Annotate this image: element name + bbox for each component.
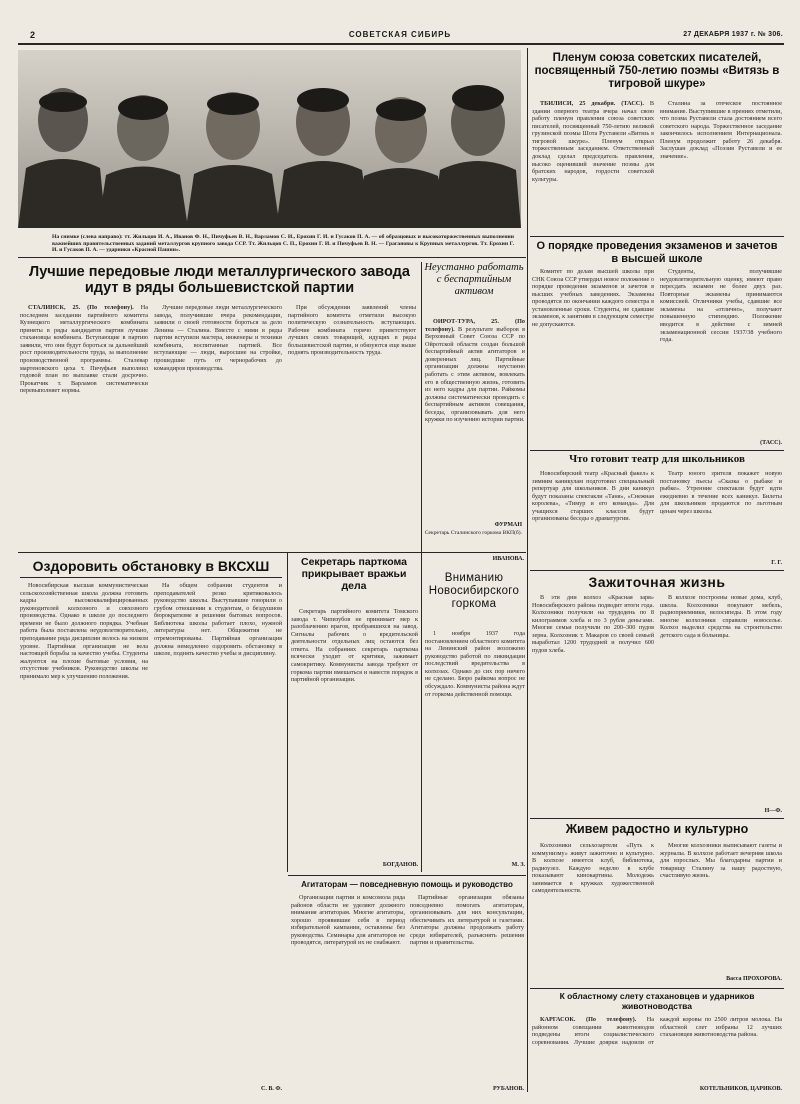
zazhitochnaya-text-left: В эти дни колхоз «Красная заря» Новосибирского района подводит итоги года. Колхозники получили на трудодень по 8 килограммов хлеба и по 3 рубля деньгами. Многие семьи получили по 200–300 пудов зерна. Колхозник т. Макаров со своей семьей выработал 1200 трудодней и получил 600 пудов хлеба. bbox=[532, 594, 654, 654]
agit-signature: РУБАНОВ. bbox=[493, 1086, 524, 1092]
vnimaniyu-text: 1 ноября 1937 года постановлением областного комитета на Ленинский район возложено руководство работой по ликвидации последствий вредительства в колхозах. Однако до сих пор ничего не сделано. Бюро райкома вопрос не обсуждало. Коммунисты района ждут от горкома действенной помощи. bbox=[425, 630, 525, 698]
vkshu-text-col2: На общем собрании студентов и преподавателей резко критиковалось руководство школы. Выступавшие говорили о грубом отношении к студентам, о бездушном бюрократизме в решении бытовых вопросов. Библиотека школы работает плохо, нужной литературы нет. Общежития не отремонтированы. Партийная организация должна немедленно оздоровить обстановку в школе, поднять качество учебы и дисциплину. bbox=[154, 582, 282, 658]
exam-headline: О порядке проведения экзаменов и зачетов в высшей школе bbox=[536, 240, 778, 265]
exam-text-right: Студенты, получившие неудовлетворительную оценку, имеют право пересдать экзамен не более двух раз. Повторные экзамены принимаются комиссией. Отличники учебы, сдавшие все экзамены на «отлично», получают повышенную стипендию. Положение вводится в действие с зимней экзаменационной сессии 1937/38 учебного года. bbox=[660, 268, 782, 344]
vnimaniyu-signature: М. З. bbox=[511, 862, 525, 868]
plenum-text-left: ТБИЛИСИ, 25 декабря. (ТАСС). В здании оперного театра вчера начал свою работу пленум правления союза советских писателей, посвященный 750-летию великой грузинской поэмы Шота Руставели «Витязь в тигровой шкуре». Пленум открыл торжественным заседанием. Ответственный доклад сделал председатель правления, высоко оценивший значение поэмы для братских народов, гордости советской культуры. bbox=[532, 100, 654, 183]
agit-headline: Агитаторам — повседневную помощь и руководство bbox=[301, 880, 513, 889]
exam-signature: (ТАСС). bbox=[760, 440, 782, 446]
vnimaniyu-headline: Вниманию Новосибирского горкома bbox=[428, 572, 520, 610]
photo-caption: На снимке (слева направо): тт. Жильцов И. А., Иванов Ф. Н., Пичуфьев В. Н., Варламов С. И., Ерохин Г. И. и Гусаков П. А. — об образцовых и высокоторжественных выполнении важнейших правительственных заданий металлургов крупного завода ССР. Тт. Жильцов С. П., Ерохин Г. И. и Пичуфьев В. Н. — Грагановы к Крупных металлургов. Тт. Ерохин Г. И. и Гусаков П. А. — ударники «Красной Пашни». bbox=[52, 234, 514, 254]
issue-date: 27 ДЕКАБРЯ 1937 г. № 306. bbox=[683, 31, 783, 38]
slet-text: КАРГАСОК. (По телефону). На районном совещании животноводов подведены итоги социалистического соревнования. Лучшие доярки надоили от каждой коровы по 2500 литров молока. На областной слет избраны 12 лучших стахановцев животноводства района. bbox=[532, 1016, 782, 1046]
zazhitochnaya-text-right: В колхозе построены новые дома, клуб, школа. Колхозники покупают мебель, радиоприемники, велосипеды. В этом году многие колхозники справили новоселье. Колхоз выделил средства на строительство детского сада и больницы. bbox=[660, 594, 782, 639]
theater-text-left: Новосибирский театр «Красный факел» к зимним каникулам подготовил специальный репертуар для школьников. В дни каникул будут показаны спектакли «Таня», «Снежная королева», «Тимур и его команда». Для учащихся старших классов будут организованы беседы о драматургии. bbox=[532, 470, 654, 523]
page-number: 2 bbox=[30, 30, 37, 40]
vkshu-signature: С. В. Ф. bbox=[261, 1086, 282, 1092]
theater-signature: Г. Г. bbox=[771, 560, 782, 566]
vkshu-headline: Оздоровить обстановку в ВКСХШ bbox=[20, 558, 282, 578]
slet-headline: К областному слету стахановцев и ударников животноводства bbox=[559, 991, 755, 1011]
group-photo bbox=[18, 50, 521, 228]
zhivem-text-left: Колхозники сельхозартели «Путь к коммунизму» живут зажиточно и культурно. В колхозе имеется клуб, библиотека, радиоузел. Каждую неделю в клубе показывают кинокартины. Молодежь занимается в кружках художественной самодеятельности. bbox=[532, 842, 654, 895]
vkshu-text-col1: Новосибирская высшая коммунистическая сельскохозяйственная школа должна готовить кадры высококвалифицированных руководителей колхозного и совхозного производства. Однако в школе до последнего времени не было должного порядка. Учебная работа была поставлена неудовлетворительно, преподавание ряда дисциплин велось на низком уровне. Партийная организация не вела настоящей борьбы за качество учебы. Студенты жалуются на плохие бытовые условия, на отсутствие учебников. Руководство школы не принимало мер к улучшению положения. bbox=[20, 582, 148, 680]
slet-signature: КОТЕЛЬНИКОВ, ЦАРИКОВ. bbox=[699, 1086, 782, 1092]
theater-headline: Что готовит театр для школьников bbox=[569, 453, 745, 465]
exam-text-left: Комитет по делам высшей школы при СНК Союза ССР утвердил новое положение о порядке проведения экзаменов и зачетов в высших учебных заведениях. Экзамены проводятся по окончании каждого семестра в установленные сроки. Студенты, не сдавшие экзаменов, к занятиям в следующем семестре не допускаются. bbox=[532, 268, 654, 328]
neustanno-text: ОИРОТ-ТУРА, 25. (По телефону). В результате выборов в Верховный Совет Союза ССР по Ойротской области создан большой беспартийный актив агитаторов и доверенных лиц. Партийные организации должны неустанно работать с этим активом, вовлекать его в общественную жизнь, готовить из него кадры для партии. Райкомы должны систематически проводить с беспартийным активом совещания, беседы, организовывать для него кружки по изучению истории партии. bbox=[425, 318, 525, 424]
agit-text-col1: Организации партии и комсомола ряда районов области не уделяют должного внимания агитаторам. Многие агитаторы, хорошо проявившие себя в период избирательной кампании, оставлены без руководства. Семинары для агитаторов не проводятся, литературой их не снабжают. bbox=[291, 894, 405, 947]
vnimaniyu-pre-signature: ИВАНОВА. bbox=[492, 556, 524, 562]
neustanno-headline: Неустанно работать с беспартийным активом bbox=[424, 262, 524, 298]
portraits-image bbox=[18, 50, 521, 228]
steel-text-col1: СТАЛИНСК, 25. (По телефону). На последнем заседании партийного комитета Кузнецкого металлургического комбината приняты в ряды кандидатов партии лучшие стахановцы комбината. Вступающие в партию заявили, что они будут бороться за дальнейший рост производительности труда, за выполнение производственной программы. Сталевар мартеновского цеха т. Пичуфьев выполнил годовой план по выплавке стали досрочно. Прокатчик т. Варламов систематически перевыполняет нормы. bbox=[20, 304, 148, 395]
steel-text-col2: Лучшие передовые люди металлургического завода, получившие вчера рекомендации, заявили о своей готовности бороться за дело Ленина — Сталина. Вместе с ними в ряды партии вступили мастера, инженеры и техники комбината, воспитанные партией. Все вступающие — люди, выросшие на стройке, прошедшие путь от чернорабочих до командиров производства. bbox=[154, 304, 282, 372]
neustanno-signature: ФУРМАН bbox=[494, 522, 522, 528]
newspaper-title: СОВЕТСКАЯ СИБИРЬ bbox=[348, 30, 452, 39]
neustanno-signature-role: Секретарь Сталинского горкома ВКП(б). bbox=[424, 530, 522, 536]
agit-text-col2: Партийные организации обязаны повседневно помогать агитаторам, организовывать для них консультации, обеспечивать их литературой и газетами. Агитаторы должны продолжать работу среди избирателей, разъяснять решения партии и правительства. bbox=[410, 894, 524, 947]
zhivem-headline: Живем радостно и культурно bbox=[565, 822, 749, 836]
partkom-text: Секретарь партийного комитета Томского завода т. Чипизубов не принимает мер к разоблачению врагов, пробравшихся на завод. Сигналы рабочих о вредительской деятельности отдельных лиц остаются без ответа. На собраниях секретарь парткома всячески уходит от критики, зажимает самокритику. Коммунисты завода требуют от горкома партии вмешаться и навести порядок в партийной организации. bbox=[291, 608, 418, 684]
partkom-signature: БОГДАНОВ. bbox=[382, 862, 418, 868]
plenum-headline: Пленум союза советских писателей, посвященный 750-летию поэмы «Витязь в тигровой шкуре» bbox=[534, 52, 780, 91]
plenum-text-right: Сталина за отеческое постоянное внимание. Выступившие в прениях отметили, что поэма Руставели стала достоянием всего советского народа. Торжественное заседание закончилось исполнением Интернационала. Пленум продолжит работу 26 декабря. Заслушан доклад «Поэзия Руставели и ее значение». bbox=[660, 100, 782, 160]
partkom-headline: Секретарь парткома прикрывает вражьи дела bbox=[300, 556, 408, 593]
zhivem-signature: Васса ПРОХОРОВА. bbox=[726, 976, 782, 982]
steel-text-col3: При обсуждении заявлений члены партийного комитета отметили высокую политическую сознательность вступающих. Рабочие комбината горячо приветствуют лучших своих товарищей, идущих в ряды большевистской партии, и обязуются еще выше поднять производительность труда. bbox=[288, 304, 416, 357]
steel-headline: Лучшие передовые люди металлургического завода идут в ряды большевистской партии bbox=[29, 264, 410, 297]
zazhitochnaya-signature: Н—Ф. bbox=[764, 808, 782, 814]
zazhitochnaya-headline: Зажиточная жизнь bbox=[588, 574, 726, 590]
theater-text-right: Театр юного зрителя покажет новую постановку пьесы «Сказка о рыбаке и рыбке». Утренние спектакли будут идти ежедневно в течение всех каникул. Билеты для школьников продаются по льготным ценам через школы. bbox=[660, 470, 782, 515]
zhivem-text-right: Многие колхозники выписывают газеты и журналы. В колхозе работает вечерняя школа для взрослых. Мы благодарны партии и товарищу Сталину за нашу радостную, счастливую жизнь. bbox=[660, 842, 782, 880]
